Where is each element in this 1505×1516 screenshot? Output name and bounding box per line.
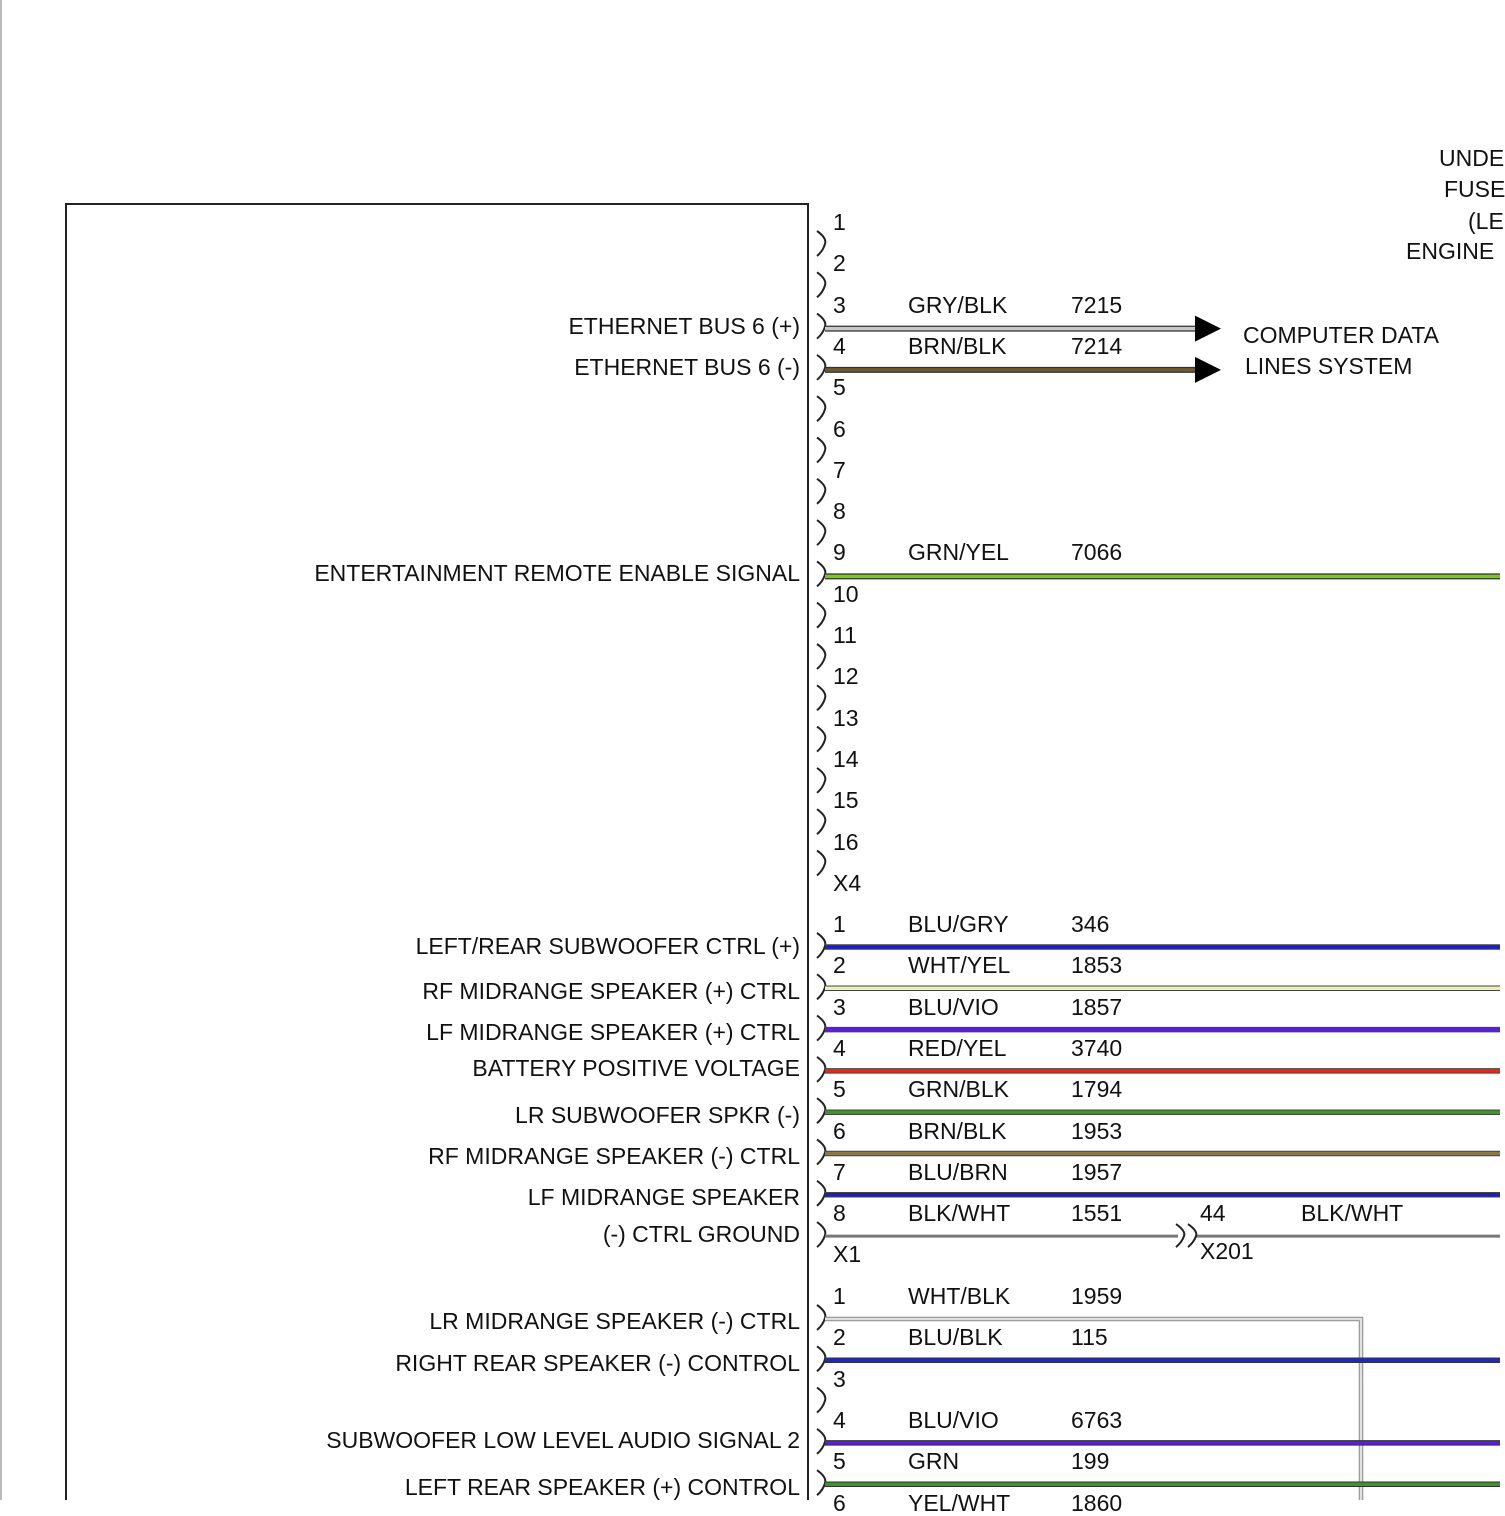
- wire-color-label: BLU/GRY: [908, 911, 1009, 937]
- bottom-terminal-bracket: [817, 1388, 825, 1413]
- x1-connector-name: X1: [833, 1241, 862, 1268]
- wire-circuit-number: 7215: [1071, 291, 1123, 318]
- signal-name: LEFT REAR SPEAKER (+) CONTROL: [404, 1474, 800, 1500]
- x4-terminal-bracket: [817, 809, 825, 834]
- wire-circuit-number: 115: [1071, 1324, 1108, 1351]
- x1-terminal-bracket: [817, 1181, 825, 1206]
- x4-pin-number: 15: [833, 787, 859, 814]
- wire-circuit-number: 1957: [1071, 1158, 1123, 1185]
- bottom-pin-number: 6: [833, 1489, 846, 1516]
- x4-pin-number: 2: [833, 250, 846, 277]
- fuse-box-label-line: UNDE: [1439, 145, 1505, 171]
- signal-name: ENTERTAINMENT REMOTE ENABLE SIGNAL: [314, 560, 800, 587]
- bottom-pin-number: 4: [833, 1406, 846, 1433]
- x4-pin-number: 10: [833, 580, 859, 607]
- signal-name: SUBWOOFER LOW LEVEL AUDIO SIGNAL 2: [326, 1427, 800, 1453]
- x201-pin-number: 44: [1200, 1200, 1226, 1227]
- x4-terminal-bracket: [817, 231, 825, 256]
- bottom-pin-number: 3: [833, 1365, 846, 1392]
- signal-name: LF MIDRANGE SPEAKER (+) CTRL: [426, 1019, 800, 1045]
- x4-pin-number: 7: [833, 456, 846, 483]
- x1-terminal-bracket: [817, 933, 825, 958]
- x4-pin-number: 1: [833, 209, 846, 235]
- signal-name: LF MIDRANGE SPEAKER: [527, 1184, 800, 1210]
- wire-color-label: BLU/BLK: [908, 1324, 1003, 1351]
- signal-name: LR SUBWOOFER SPKR (-): [515, 1102, 800, 1128]
- computer-data-label-line: COMPUTER DATA: [1243, 322, 1439, 348]
- wire-color-label: BLU/VIO: [908, 993, 999, 1020]
- wire-circuit-number: 1860: [1071, 1489, 1123, 1516]
- arrow-icon: [1195, 316, 1221, 342]
- x1-pin-number: 8: [833, 1200, 846, 1227]
- x1-terminal-bracket: [817, 1140, 825, 1165]
- wire-circuit-number: 1953: [1071, 1117, 1123, 1144]
- arrow-icon: [1195, 357, 1221, 383]
- x1-terminal-bracket: [817, 1098, 825, 1123]
- x4-terminal-bracket: [817, 644, 825, 669]
- x4-terminal-bracket: [817, 272, 825, 297]
- x1-pin-number: 3: [833, 993, 846, 1020]
- bottom-terminal-bracket: [817, 1470, 825, 1495]
- signal-name: BATTERY POSITIVE VOLTAGE: [472, 1055, 800, 1081]
- bottom-pin-number: 5: [833, 1448, 846, 1475]
- wire-circuit-number: 346: [1071, 911, 1110, 937]
- bottom-terminal-bracket: [817, 1346, 825, 1371]
- x4-terminal-bracket: [817, 438, 825, 463]
- signal-name: ETHERNET BUS 6 (+): [568, 312, 800, 339]
- wire-circuit-number: 7214: [1071, 332, 1123, 359]
- fuse-box-label-line: ENGINE: [1406, 238, 1495, 264]
- x4-pin-number: 3: [833, 291, 846, 318]
- signal-name: LR MIDRANGE SPEAKER (-) CTRL: [429, 1308, 800, 1334]
- x4-pin-number: 9: [833, 539, 846, 566]
- wire-circuit-number: 1551: [1071, 1200, 1123, 1227]
- x4-pin-number: 5: [833, 374, 846, 401]
- bottom-pin-number: 1: [833, 1283, 846, 1309]
- x4-pin-number: 12: [833, 663, 859, 690]
- computer-data-label-line: LINES SYSTEM: [1245, 353, 1413, 379]
- signal-name: ETHERNET BUS 6 (-): [574, 353, 800, 380]
- wire-circuit-number: 199: [1071, 1448, 1110, 1475]
- signal-name: RF MIDRANGE SPEAKER (+) CTRL: [422, 978, 800, 1004]
- x4-terminal-bracket: [817, 727, 825, 752]
- wire-color-label: YEL/WHT: [908, 1489, 1011, 1516]
- x1-terminal-bracket: [817, 1016, 825, 1041]
- wire-circuit-number: 1794: [1071, 1076, 1123, 1103]
- wire-color-label: GRN/BLK: [908, 1076, 1009, 1103]
- wire-circuit-number: 1853: [1071, 952, 1123, 979]
- bottom-terminal-bracket: [817, 1429, 825, 1454]
- x1-pin-number: 2: [833, 952, 846, 979]
- wire-color-label: GRN/YEL: [908, 539, 1009, 566]
- wire-circuit-number: 1857: [1071, 993, 1123, 1020]
- wire-color-label: BRN/BLK: [908, 332, 1007, 359]
- wire-circuit-number: 6763: [1071, 1406, 1123, 1433]
- x4-pin-number: 16: [833, 828, 859, 855]
- x4-terminal-bracket: [817, 561, 825, 586]
- x1-pin-number: 7: [833, 1158, 846, 1185]
- wire-color-label: BLU/BRN: [908, 1158, 1008, 1185]
- signal-name: RF MIDRANGE SPEAKER (-) CTRL: [428, 1143, 800, 1169]
- x1-terminal-bracket: [817, 1222, 825, 1247]
- bottom-pin-number: 2: [833, 1324, 846, 1351]
- fuse-box-label-line: (LE: [1468, 208, 1504, 234]
- x4-pin-number: 6: [833, 415, 846, 442]
- x4-pin-number: 4: [833, 332, 846, 359]
- x4-terminal-bracket: [817, 520, 825, 545]
- wire-circuit-number: 3740: [1071, 1034, 1123, 1061]
- x4-pin-number: 11: [833, 622, 857, 648]
- wire-color-label: GRY/BLK: [908, 291, 1008, 318]
- x1-terminal-bracket: [817, 1057, 825, 1082]
- signal-name: LEFT/REAR SUBWOOFER CTRL (+): [415, 933, 800, 959]
- x4-terminal-bracket: [817, 685, 825, 710]
- wire-color-label: GRN: [908, 1448, 960, 1475]
- x4-pin-number: 8: [833, 498, 846, 525]
- x4-terminal-bracket: [817, 851, 825, 876]
- wire-circuit-number: 1959: [1071, 1283, 1123, 1309]
- fuse-box-label-line: FUSE: [1444, 176, 1505, 202]
- signal-name: (-) CTRL GROUND: [602, 1221, 800, 1247]
- x1-pin-number: 6: [833, 1117, 846, 1144]
- wire-color-label: WHT/BLK: [908, 1283, 1011, 1309]
- x4-terminal-bracket: [817, 768, 825, 793]
- wire-color-label: WHT/YEL: [908, 952, 1011, 979]
- x4-terminal-bracket: [817, 603, 825, 628]
- wire-color-label: BLU/VIO: [908, 1406, 999, 1433]
- x1-pin-number: 4: [833, 1034, 846, 1061]
- signal-name: RIGHT REAR SPEAKER (-) CONTROL: [395, 1350, 800, 1376]
- x201-connector-name: X201: [1200, 1238, 1254, 1265]
- x4-terminal-bracket: [817, 396, 825, 421]
- x4-pin-number: 13: [833, 704, 859, 731]
- x4-terminal-bracket: [817, 479, 825, 504]
- x4-terminal-bracket: [817, 314, 825, 339]
- radio-module-outline: [66, 204, 808, 1500]
- x4-pin-number: 14: [833, 745, 859, 772]
- x1-terminal-bracket: [817, 974, 825, 999]
- x201-wire-color: BLK/WHT: [1301, 1200, 1404, 1227]
- x4-terminal-bracket: [817, 355, 825, 380]
- wire-circuit-number: 7066: [1071, 539, 1123, 566]
- x4-connector-name: X4: [833, 869, 862, 896]
- x1-pin-number: 1: [833, 911, 846, 937]
- x1-pin-number: 5: [833, 1076, 846, 1103]
- wire-color-label: BRN/BLK: [908, 1117, 1007, 1144]
- wire-color-label: BLK/WHT: [908, 1200, 1011, 1227]
- bottom-terminal-bracket: [817, 1305, 825, 1330]
- wire-color-label: RED/YEL: [908, 1034, 1007, 1061]
- x201-bracket-right: [1188, 1224, 1196, 1247]
